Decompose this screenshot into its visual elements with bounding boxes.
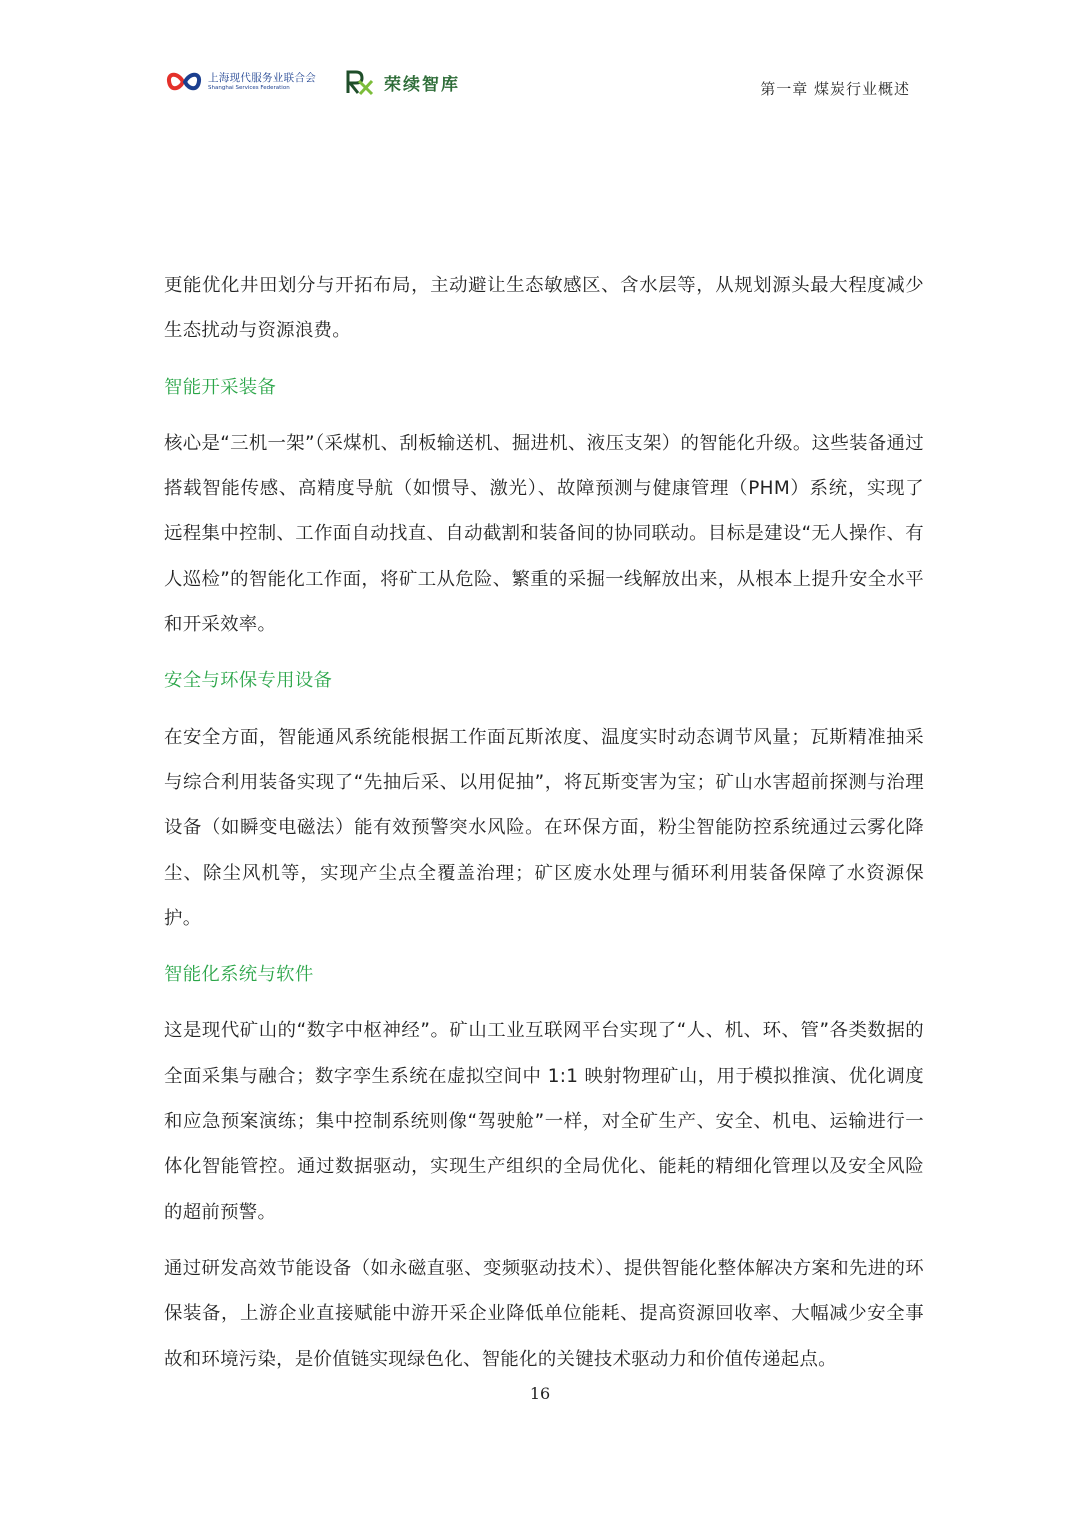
header-logos (166, 62, 460, 102)
section-heading-intelligent-systems-software: 智能化系统与软件 (164, 964, 314, 986)
paragraph-3: 在安全方面，智能通风系统能根据工作面瓦斯浓度、温度实时动态调节风量；瓦斯精准抽采与综合利用装备实现了“先抽后采、以用促抽”，将瓦斯变害为宝；矿山水害超前探测与治理设备（如瞬变电磁法）能有效预警突水风险。在环保方面，粉尘智能防控系统通过云雾化降尘、除尘风机等，实现产尘点全覆盖治理；矿区废水处理与循环利用装备保障了水资源保护。 (164, 726, 924, 929)
ssf-name-en: Shanghai Services Federation (208, 85, 290, 91)
paragraph-5: 通过研发高效节能设备（如永磁直驱、变频驱动技术）、提供智能化整体解决方案和先进的环保装备，上游企业直接赋能中游开采企业降低单位能耗、提高资源回收率、大幅减少安全事故和环境污染，是价值链实现绿色化、智能化的关键技术驱动力和价值传递起点。 (164, 1257, 924, 1370)
page-header (0, 0, 1080, 120)
paragraph-1: 更能优化井田划分与开拓布局，主动避让生态敏感区、含水层等，从规划源头最大程度减少生态扰动与资源浪费。 (164, 275, 924, 342)
shanghai-services-federation-logo-icon (166, 67, 202, 97)
main-content (164, 263, 924, 1393)
rx-logo-icon (344, 68, 376, 96)
paragraph-2: 核心是“三机一架”（采煤机、刮板输送机、掘进机、液压支架）的智能化升级。这些装备通过搭载智能传感、高精度导航（如惯导、激光）、故障预测与健康管理（PHM）系统，实现了远程集中控制、工作面自动找直、自动截割和装备间的协同联动。目标是建设“无人操作、有人巡检”的智能化工作面，将矿工从危险、繁重的采掘一线解放出来，从根本上提升安全水平和开采效率。 (164, 432, 924, 636)
page-number: 16 (529, 1384, 551, 1403)
section-heading-smart-mining-equipment: 智能开采装备 (164, 376, 277, 398)
paragraph-4: 这是现代矿山的“数字中枢神经”。矿山工业互联网平台实现了“人、机、环、管”各类数据的全面采集与融合；数字孪生系统在虚拟空间中 1:1 映射物理矿山，用于模拟推演、优化调度和应急预案演练；集中控制系统则像“驾驶舱”一样，对全矿生产、安全、机电、运输进行一体化智能管控。通过数据驱动，实现生产组织的全局优化、能耗的精细化管理以及安全风险的超前预警。 (164, 1020, 924, 1223)
rx-brand-name: 荣续智库 (384, 74, 460, 95)
ssf-logo-text (208, 72, 324, 92)
section-heading-safety-environmental-equipment: 安全与环保专用设备 (164, 670, 333, 692)
chapter-title: 第一章 煤炭行业概述 (760, 80, 910, 98)
ssf-name-cn: 上海现代服务业联合会 (208, 72, 316, 84)
